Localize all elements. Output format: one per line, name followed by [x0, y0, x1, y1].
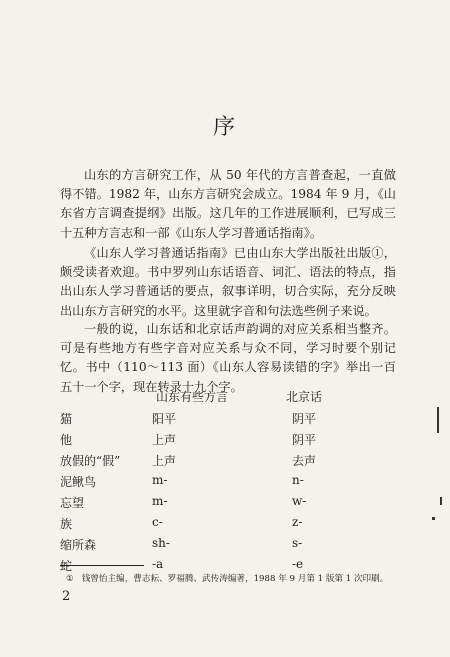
scan-speck — [437, 407, 439, 433]
table-header-beijing: 北京话 — [286, 390, 323, 404]
scan-speck — [440, 497, 442, 505]
table-row — [60, 494, 400, 512]
table-cell-beijing: s- — [292, 536, 303, 550]
table-cell-word: 缩所森 — [60, 538, 97, 552]
table-row — [60, 431, 400, 449]
table-cell-word: 泥鳅鸟 — [60, 475, 97, 489]
table-cell-shandong: m- — [152, 494, 168, 508]
table-cell-beijing: w- — [292, 494, 307, 508]
table-cell-beijing: 阴平 — [292, 433, 317, 447]
table-cell-word: 放假的“假” — [60, 454, 121, 468]
paragraph-3: 一般的说，山东话和北京话声韵调的对应关系相当整齐。可是有些地方有些字音对应关系与众不同，学习时要个别记忆。书中（110～113 面）《山东人容易读错的字》举出一百五十一个字，现在转录十九个字。 — [60, 322, 396, 394]
paragraph-2: 《山东人学习普通话指南》已由山东大学出版社出版①，颇受读者欢迎。书中罗列山东话语音、词汇、语法的特点，指出山东人学习普通话的要点，叙事详明，切合实际，充分反映出山东方言研究的水平。这里就字音和句法选些例子来说。 — [60, 246, 396, 318]
table-cell-shandong: 上声 — [152, 433, 177, 447]
table-row — [60, 473, 400, 491]
table-row — [60, 410, 400, 428]
table-cell-beijing: n- — [292, 473, 304, 487]
paragraph-1: 山东的方言研究工作，从 50 年代的方言普查起，一直做得不错。1982 年，山东方言研究会成立。1984 年 9 月，《山东省方言调查提纲》出版。这几年的工作进展顺利，已写成三十五种方言志和一部《山东人学习普通话指南》。 — [60, 168, 396, 240]
table-cell-shandong: -a — [152, 557, 164, 571]
table-row — [60, 515, 400, 533]
footnote-text: 钱曾怡主编，曹志耘、罗福腾、武传涛编著，1988 年 9 月第 1 版第 1 次印刷。 — [81, 574, 389, 584]
table-cell-shandong: m- — [152, 473, 168, 487]
table-row — [60, 536, 400, 554]
table-cell-word: 蛇 — [60, 559, 73, 573]
table-cell-word: 忘望 — [60, 496, 85, 510]
footnote-divider — [60, 565, 144, 566]
footnote — [66, 572, 406, 584]
table-cell-shandong: 阳平 — [152, 412, 177, 426]
table-cell-word: 族 — [60, 517, 73, 531]
table-cell-shandong: sh- — [152, 536, 170, 550]
table-header-row — [60, 388, 400, 406]
footnote-mark: ① — [66, 574, 74, 584]
table-cell-shandong: c- — [152, 515, 163, 529]
table-row — [60, 452, 400, 470]
table-cell-beijing: z- — [292, 515, 303, 529]
page-title: 序 — [212, 115, 237, 140]
table-cell-beijing: 阴平 — [292, 412, 317, 426]
scan-speck — [432, 517, 435, 520]
table-cell-shandong: 上声 — [152, 454, 177, 468]
table-cell-beijing: 去声 — [292, 454, 317, 468]
page-number: 2 — [62, 589, 71, 604]
table-header-shandong: 山东有些方言 — [156, 390, 229, 404]
table-cell-beijing: -e — [292, 557, 304, 571]
table-cell-word: 他 — [60, 433, 73, 447]
table-cell-word: 猫 — [60, 412, 73, 426]
